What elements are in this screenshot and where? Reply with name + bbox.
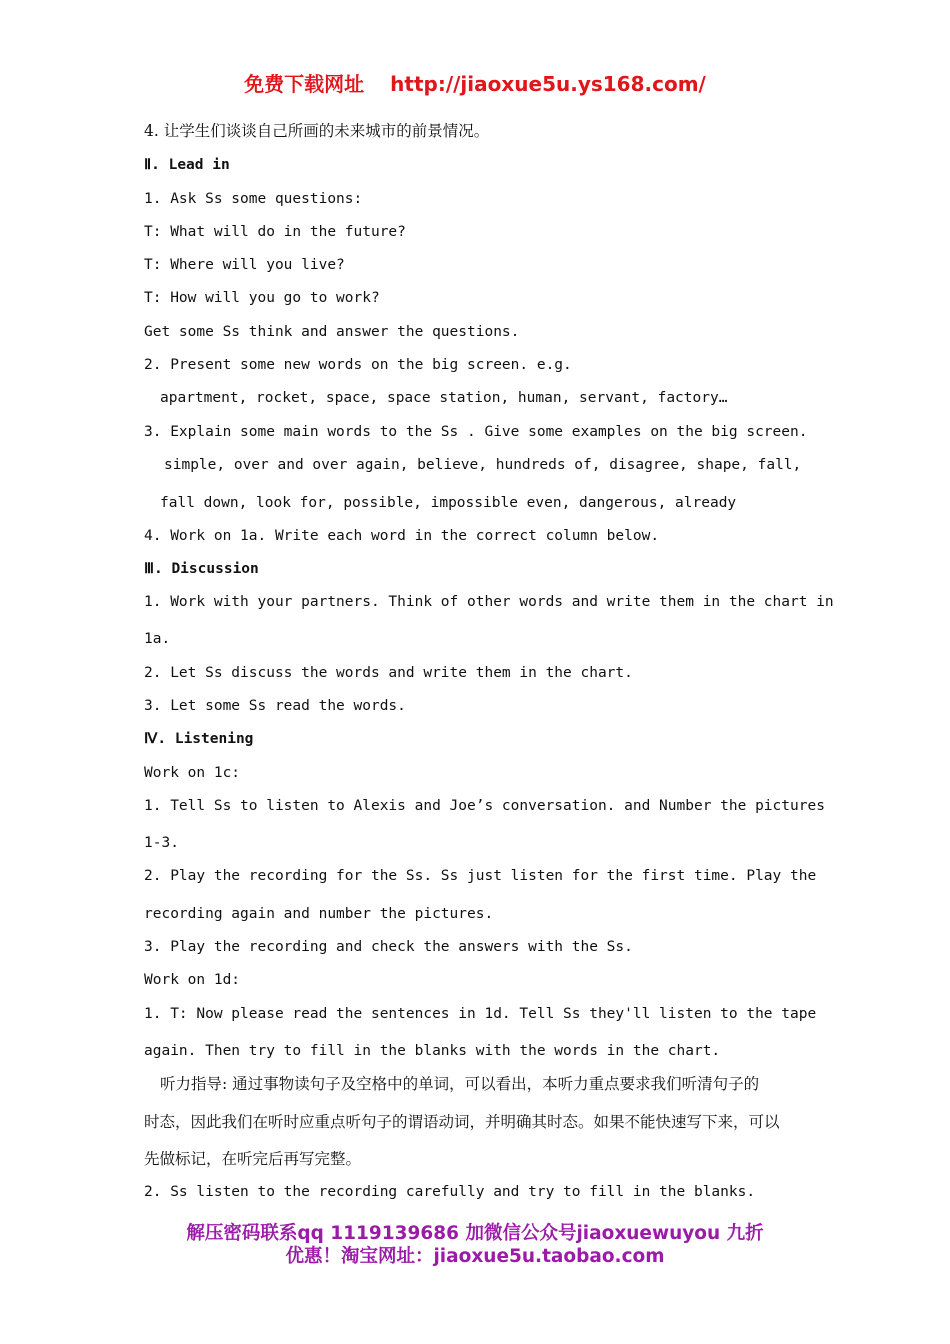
footer-shop-line: 优惠！淘宝网址：jiaoxue5u.taobao.com [285,1246,665,1267]
section-heading-listening: Ⅳ. Listening [144,731,254,747]
text-line: 1-3. [144,835,179,851]
text-line: 3. Let some Ss read the words. [144,698,406,714]
text-line: apartment, rocket, space, space station, human, servant, factory… [160,390,728,406]
text-line: T: How will you go to work? [144,290,380,306]
text-line: simple, over and over again, believe, hundreds of, disagree, shape, fall, [164,457,802,473]
text-line: 2. Present some new words on the big screen. e.g. [144,357,572,373]
text-line: 1. Tell Ss to listen to Alexis and Joe’s conversation. and Number the pictures [144,798,825,814]
section-heading-lead-in: Ⅱ. Lead in [144,157,230,173]
text-line: again. Then try to fill in the blanks with the words in the chart. [144,1043,721,1059]
text-line: 2. Let Ss discuss the words and write them in the chart. [144,665,633,681]
text-line: Work on 1d: [144,972,241,988]
text-line: 1a. [144,631,171,647]
text-line: Work on 1c: [144,765,241,781]
footer-contact-line: 解压密码联系qq 1119139686 加微信公众号jiaoxuewuyou 九折 [186,1223,764,1244]
text-line: fall down, look for, possible, impossible even, dangerous, already [160,495,737,511]
text-line: recording again and number the pictures. [144,906,494,922]
text-line: 2. Ss listen to the recording carefully and try to fill in the blanks. [144,1184,756,1200]
text-line: 1. Work with your partners. Think of other words and write them in the chart in [144,594,834,610]
header-title: 免费下载网址 [244,72,365,96]
text-line: 3. Play the recording and check the answers with the Ss. [144,939,633,955]
text-line: 1. Ask Ss some questions: [144,191,363,207]
page-header [0,68,950,97]
header-url-link[interactable]: http://jiaoxue5u.ys168.com/ [390,72,706,96]
text-line-cn: 时态，因此我们在听时应重点听句子的谓语动词，并明确其时态。如果不能快速写下来，可以 [144,1113,780,1131]
section-heading-discussion: Ⅲ. Discussion [144,561,259,577]
text-line: 4. Work on 1a. Write each word in the correct column below. [144,528,660,544]
text-line: T: Where will you live? [144,257,345,273]
text-line-cn: 听力指导: 通过事物读句子及空格中的单词，可以看出，本听力重点要求我们听清句子的 [160,1075,760,1093]
text-line: 3. Explain some main words to the Ss . Give some examples on the big screen. [144,424,808,440]
text-line: T: What will do in the future? [144,224,406,240]
text-line: 2. Play the recording for the Ss. Ss just listen for the first time. Play the [144,868,817,884]
text-line-cn: 先做标记，在听完后再写完整。 [144,1150,362,1168]
text-line: 1. T: Now please read the sentences in 1d. Tell Ss they'll listen to the tape [144,1006,817,1022]
text-line: 4. 让学生们谈谈自己所画的未来城市的前景情况。 [144,122,490,140]
text-line: Get some Ss think and answer the questions. [144,324,520,340]
